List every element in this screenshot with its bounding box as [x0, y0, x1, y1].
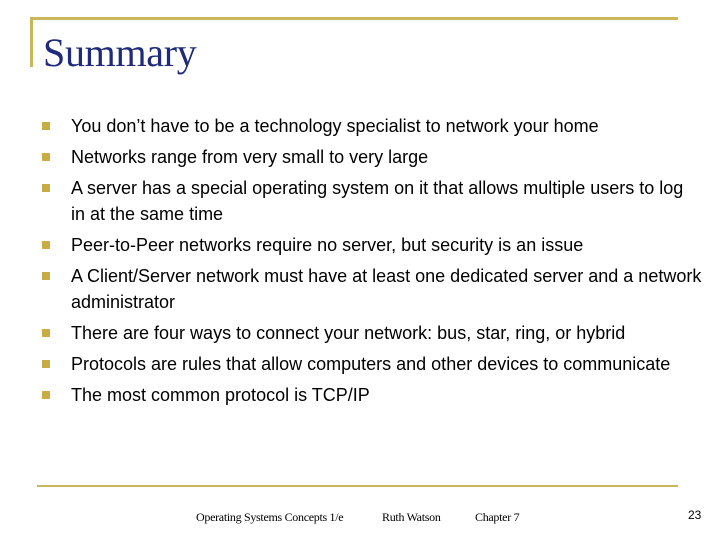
bullet-item — [42, 351, 702, 377]
square-bullet-icon — [42, 153, 50, 161]
footer-chapter: Chapter 7 — [475, 510, 520, 524]
frame-top-rule — [30, 17, 678, 20]
bullet-item — [42, 144, 702, 170]
square-bullet-icon — [42, 241, 50, 249]
square-bullet-icon — [42, 329, 50, 337]
footer-author: Ruth Watson — [382, 510, 441, 524]
bullet-text: Networks range from very small to very large — [71, 147, 429, 167]
bullet-text: The most common protocol is TCP/IP — [71, 385, 370, 405]
footer-course: Operating Systems Concepts 1/e — [196, 510, 344, 524]
bullet-text: There are four ways to connect your network: bus, star, ring, or hybrid — [71, 323, 626, 343]
bullet-item — [42, 320, 702, 346]
square-bullet-icon — [42, 272, 50, 280]
bullet-list — [42, 113, 702, 413]
page-number: 23 — [688, 508, 702, 522]
square-bullet-icon — [42, 184, 50, 192]
bullet-item — [42, 175, 702, 227]
square-bullet-icon — [42, 360, 50, 368]
bullet-text: A Client/Server network must have at least one dedicated server and a network administrator — [71, 266, 702, 312]
bullet-item — [42, 232, 702, 258]
square-bullet-icon — [42, 122, 50, 130]
bullet-item — [42, 113, 702, 139]
bullet-text: You don’t have to be a technology specialist to network your home — [71, 116, 599, 136]
frame-left-rule — [30, 17, 33, 67]
slide-title: Summary — [43, 30, 197, 75]
bullet-text: Peer-to-Peer networks require no server, but security is an issue — [71, 235, 584, 255]
square-bullet-icon — [42, 391, 50, 399]
bullet-item — [42, 382, 702, 408]
bullet-text: A server has a special operating system on it that allows multiple users to log in at the same time — [71, 178, 684, 224]
bullet-item — [42, 263, 702, 315]
footer-rule — [37, 485, 678, 487]
bullet-text: Protocols are rules that allow computers and other devices to communicate — [71, 354, 671, 374]
